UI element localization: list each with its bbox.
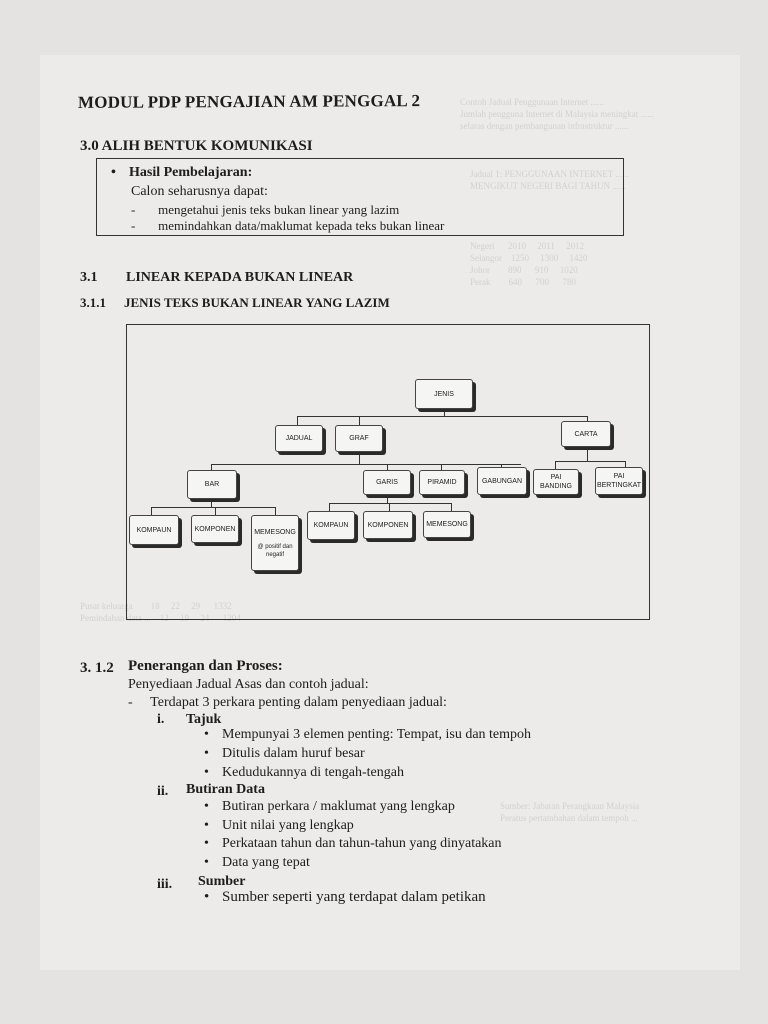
subsection-number: i. [157, 712, 165, 727]
show-through-text: Negeri 2010 2011 2012 Selangor 1250 1300 1420 Johor 890 910 1020 Perak 640 700 780 [470, 241, 588, 287]
bullet-item: • Ditulis dalam huruf besar [222, 746, 365, 762]
node-graf: GRAF [335, 425, 383, 452]
show-through-text: Jadual 1: PENGGUNAAN INTERNET ...... MENGIKUT NEGERI BAGI TAHUN ...... [470, 169, 629, 191]
section-number: 3.1.1 [80, 295, 106, 310]
node-kompaun: KOMPAUN [307, 511, 355, 540]
subsection-number: ii. [157, 784, 169, 799]
node-memesong-note: @ positif dan negatif [257, 543, 293, 558]
learning-outcome-box [96, 158, 624, 236]
bullet-item: • Data yang tepat [222, 855, 310, 871]
bullet-item: • Mempunyai 3 elemen penting: Tempat, isu dan tempoh [222, 727, 531, 743]
node-bar: BAR [187, 470, 237, 499]
node-jadual: JADUAL [275, 425, 323, 452]
node-jenis: JENIS [415, 379, 473, 409]
outcome-heading: • Hasil Pembelajaran: [111, 165, 253, 180]
outcome-intro: Calon seharusnya dapat: [131, 184, 268, 199]
node-komponen: KOMPONEN [363, 511, 413, 539]
dash-item: - Terdapat 3 perkara penting dalam penyediaan jadual: [128, 695, 447, 710]
node-pai-banding: PAI BANDING [533, 469, 579, 495]
bullet-icon: • [111, 165, 116, 180]
bullet-item: • Butiran perkara / maklumat yang lengkap [222, 799, 455, 815]
node-pai-bertingkat: PAI BERTINGKAT [595, 467, 643, 495]
outcome-item: - mengetahui jenis teks bukan linear yang lazim [131, 202, 400, 217]
show-through-text: Sumber: Jabatan Perangkaan Malaysia Peratus pertambahan dalam tempoh ... [500, 801, 640, 823]
connector-line [275, 507, 276, 515]
node-garis: GARIS [363, 470, 411, 495]
node-gabungan: GABUNGAN [477, 467, 527, 495]
connector-line [297, 416, 298, 425]
page-title: MODUL PDP PENGAJIAN AM PENGGAL 2 [77, 91, 421, 112]
bullet-item: • Unit nilai yang lengkap [222, 818, 354, 834]
connector-line [389, 503, 390, 511]
section-heading: Penerangan dan Proses: [128, 658, 283, 674]
connector-line [329, 503, 330, 511]
connector-line [215, 507, 216, 515]
node-carta: CARTA [561, 421, 611, 447]
subsection-title: Sumber [198, 874, 246, 889]
node-kompaun: KOMPAUN [129, 515, 179, 545]
connector-line [555, 461, 556, 469]
show-through-text: Pusat keluarga 18 22 29 1332 Pemindahan data ... 12 19 24 1204 [80, 601, 241, 623]
connector-line [555, 461, 625, 462]
hierarchy-diagram [126, 324, 650, 620]
connector-line [211, 499, 212, 507]
node-memesong-label: MEMESONG [254, 528, 296, 536]
section-heading: JENIS TEKS BUKAN LINEAR YANG LAZIM [124, 295, 390, 310]
bullet-item: • Sumber seperti yang terdapat dalam petikan [222, 889, 486, 906]
show-through-text: Contoh Jadual Penggunaan Internet ...... Jumlah pengguna Internet di Malaysia meningkat ...... selaras dengan pembangunan infrastruktur ...... [460, 97, 654, 131]
connector-line [297, 416, 587, 417]
section-number: 3.1 [80, 270, 98, 285]
connector-line [211, 464, 521, 465]
bullet-item: • Perkataan tahun dan tahun-tahun yang dinyatakan [222, 836, 502, 852]
bullet-item: • Kedudukannya di tengah-tengah [222, 765, 404, 781]
subsection-title: Butiran Data [186, 782, 265, 797]
node-piramid: PIRAMID [419, 470, 465, 495]
connector-line [387, 495, 388, 503]
section-number: 3. 1.2 [80, 660, 114, 676]
connector-line [359, 452, 360, 464]
outcome-item: - memindahkan data/maklumat kepada teks bukan linear [131, 218, 445, 233]
connector-line [451, 503, 452, 511]
node-memesong [251, 515, 299, 571]
node-memesong: MEMESONG [423, 511, 471, 538]
subsection-number: iii. [157, 877, 173, 892]
body-text: Penyediaan Jadual Asas dan contoh jadual: [128, 677, 369, 692]
connector-line [151, 507, 152, 515]
node-komponen: KOMPONEN [191, 515, 239, 543]
connector-line [359, 416, 360, 425]
section-heading: 3.0 ALIH BENTUK KOMUNIKASI [80, 138, 313, 154]
section-heading: LINEAR KEPADA BUKAN LINEAR [126, 270, 354, 285]
subsection-title: Tajuk [186, 712, 222, 727]
connector-line [151, 507, 275, 508]
connector-line [587, 447, 588, 461]
